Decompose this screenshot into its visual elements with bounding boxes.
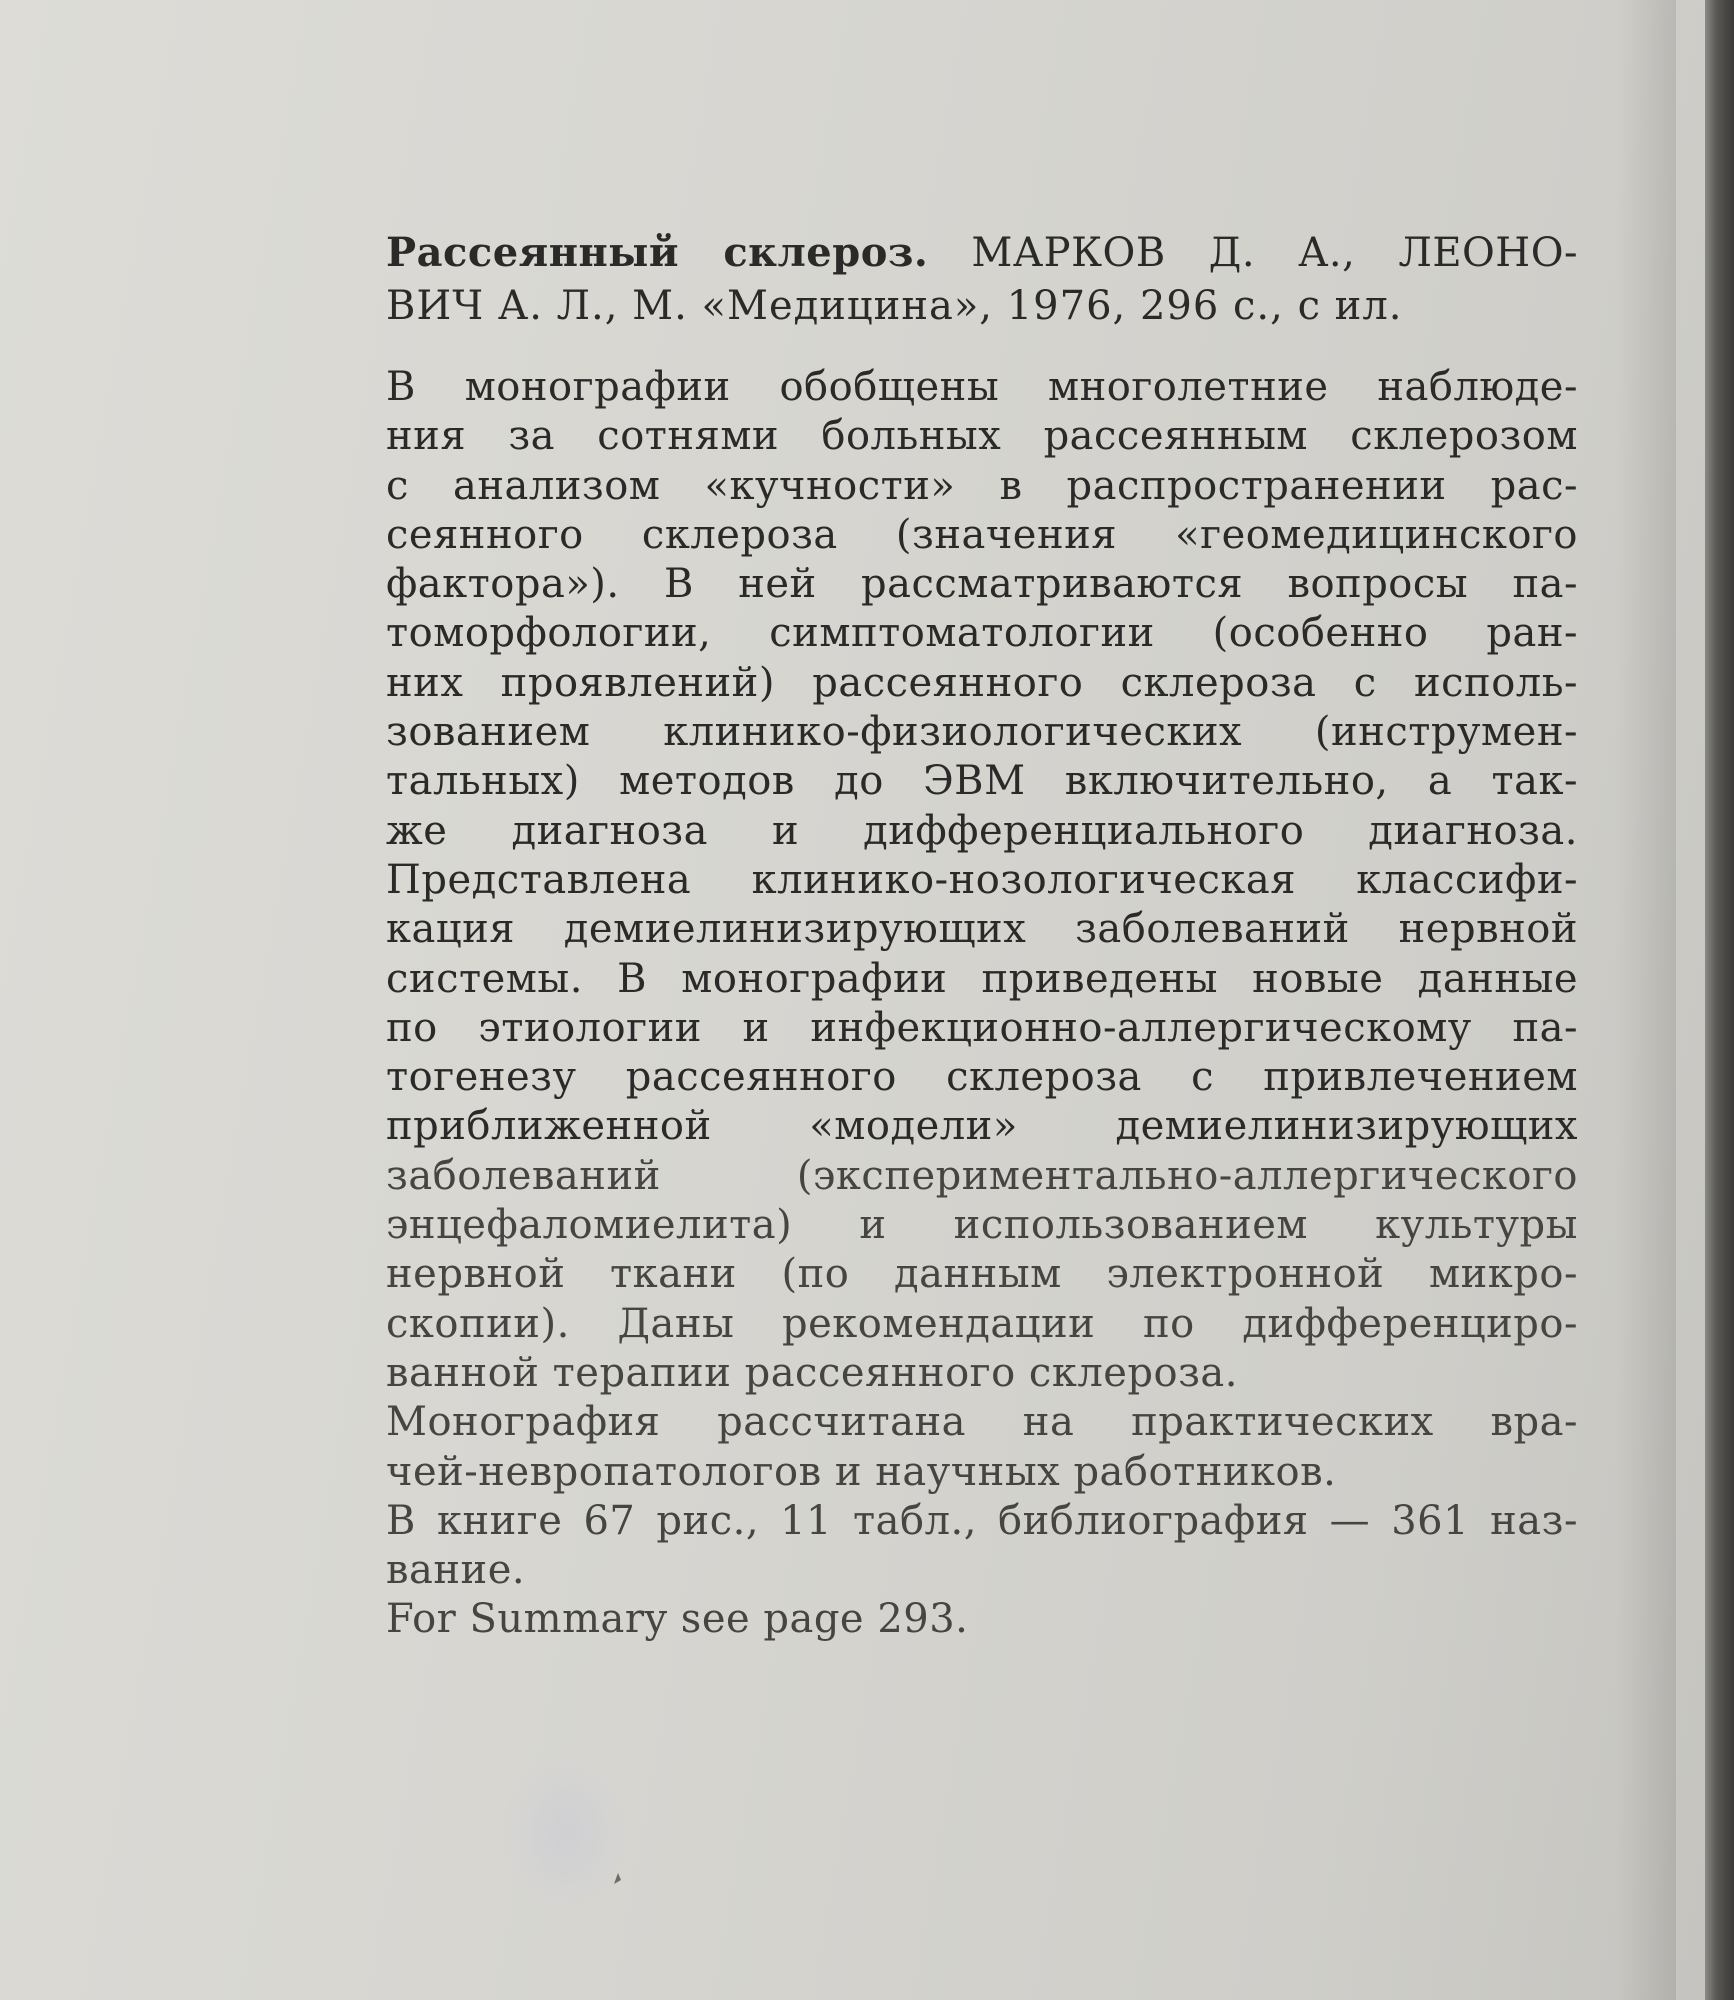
summary-reference: For Summary see page 293. (386, 1596, 969, 1643)
annotation-line: кация демиелинизирующих заболеваний нервной (386, 906, 1578, 953)
page-fold-shadow (1616, 0, 1676, 2000)
annotation-line: ния за сотнями больных рассеянным склерозом (386, 413, 1578, 460)
book-stats-line: вание. (386, 1547, 526, 1594)
annotation-line: зованием клинико-физиологических (инструмен- (386, 709, 1578, 756)
annotation-line: них проявлений) рассеянного склероза с исполь- (386, 659, 1578, 706)
annotation-line: фактора»). В ней рассматриваются вопросы па- (386, 561, 1578, 608)
audience-line: Монография рассчитана на практических вра- (386, 1399, 1578, 1446)
annotation-line: ванной терапии рассеянного склероза. (386, 1349, 1238, 1396)
paper-smudge (505, 1758, 625, 1908)
annotation-line: заболеваний (экспериментально-аллергического (386, 1152, 1578, 1199)
annotation-line: по этиологии и инфекционно-аллергическому па- (386, 1004, 1578, 1051)
audience-line: чей-невропатологов и научных работников. (386, 1448, 1337, 1495)
annotation-text (386, 363, 1578, 1645)
header-line-2: ВИЧ А. Л., М. «Медицина», 1976, 296 с., с ил. (386, 283, 1403, 329)
annotation-line: В монографии обобщены многолетние наблюде- (386, 364, 1578, 410)
bibliographic-header (386, 226, 1578, 333)
authors-start: МАРКОВ Д. А., ЛЕОНО- (928, 230, 1579, 276)
catalog-card-text (386, 226, 1578, 1645)
book-binding-edge (1705, 0, 1734, 2000)
annotation-line: приближенной «модели» демиелинизирующих (386, 1103, 1578, 1150)
ink-mark (612, 1870, 624, 1886)
annotation-line: скопии). Даны рекомендации по дифференциро- (386, 1300, 1578, 1347)
annotation-line: тальных) методов до ЭВМ включительно, а так- (386, 758, 1578, 805)
book-title: Рассеянный склероз. (386, 229, 929, 276)
annotation-line: тогенезу рассеянного склероза с привлечением (386, 1054, 1578, 1101)
header-line-1 (386, 226, 1578, 280)
book-stats-line: В книге 67 рис., 11 табл., библиография — 361 наз- (386, 1497, 1578, 1544)
annotation-line: же диагноза и дифференциального диагноза. (386, 807, 1578, 854)
annotation-line: Представлена клинико-нозологическая классифи- (386, 856, 1578, 903)
annotation-line: с анализом «кучности» в распространении рас- (386, 462, 1578, 509)
annotation-line: энцефаломиелита) и использованием культуры (386, 1202, 1578, 1249)
annotation-line: нервной ткани (по данным электронной микро- (386, 1251, 1578, 1298)
annotation-line: томорфологии, симптоматологии (особенно ран- (386, 610, 1578, 657)
annotation-line: системы. В монографии приведены новые данные (386, 955, 1578, 1002)
annotation-line: сеянного склероза (значения «геомедицинского (386, 511, 1578, 558)
